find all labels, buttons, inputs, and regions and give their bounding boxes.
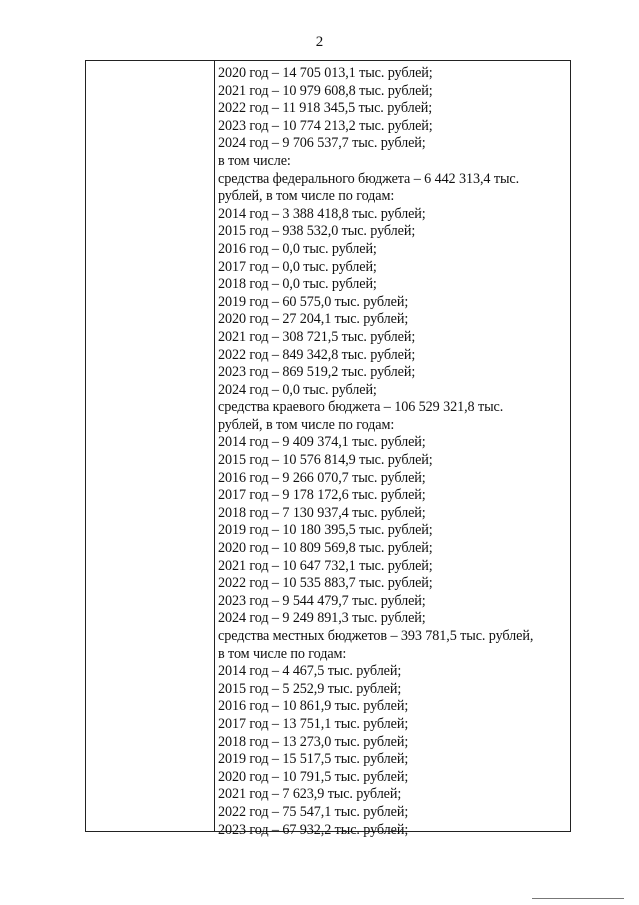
text-line: 2016 год – 10 861,9 тыс. рублей; — [218, 698, 409, 715]
text-line: 2024 год – 9 249 891,3 тыс. рублей; — [218, 610, 426, 627]
text-line: 2020 год – 27 204,1 тыс. рублей; — [218, 311, 409, 328]
text-line: рублей, в том числе по годам: — [218, 188, 395, 205]
text-line: 2021 год – 10 647 732,1 тыс. рублей; — [218, 557, 433, 574]
text-line: в том числе по годам: — [218, 645, 347, 662]
funding-lines — [218, 65, 568, 839]
text-line: средства федерального бюджета – 6 442 313,4 тыс. — [218, 170, 520, 187]
text-line: 2022 год – 10 535 883,7 тыс. рублей; — [218, 575, 433, 592]
text-line: 2015 год – 10 576 814,9 тыс. рублей; — [218, 452, 433, 469]
text-line: 2014 год – 3 388 418,8 тыс. рублей; — [218, 205, 426, 222]
page-number: 2 — [315, 34, 324, 50]
text-line: 2014 год – 4 467,5 тыс. рублей; — [218, 663, 402, 680]
document-table — [85, 60, 571, 838]
text-line: 2018 год – 13 273,0 тыс. рублей; — [218, 733, 409, 750]
text-line: 2016 год – 0,0 тыс. рублей; — [218, 240, 377, 257]
text-line: 2020 год – 10 791,5 тыс. рублей; — [218, 768, 409, 785]
text-line: 2023 год – 9 544 479,7 тыс. рублей; — [218, 592, 426, 609]
text-line: рублей, в том числе по годам: — [218, 416, 395, 433]
text-line: 2019 год – 60 575,0 тыс. рублей; — [218, 293, 409, 310]
text-line: 2020 год – 14 705 013,1 тыс. рублей; — [218, 65, 433, 81]
text-line: 2017 год – 0,0 тыс. рублей; — [218, 258, 377, 275]
text-line: 2024 год – 0,0 тыс. рублей; — [218, 381, 377, 398]
text-line: 2018 год – 0,0 тыс. рублей; — [218, 276, 377, 293]
text-line: 2023 год – 10 774 213,2 тыс. рублей; — [218, 117, 433, 134]
text-line: 2023 год – 67 932,2 тыс. рублей; — [218, 821, 409, 838]
text-line: 2017 год – 13 751,1 тыс. рублей; — [218, 715, 409, 732]
text-line: 2021 год – 308 721,5 тыс. рублей; — [218, 328, 416, 345]
text-line: 2021 год – 7 623,9 тыс. рублей; — [218, 786, 402, 803]
text-line: 2020 год – 10 809 569,8 тыс. рублей; — [218, 540, 433, 557]
text-line: 2022 год – 849 342,8 тыс. рублей; — [218, 346, 416, 363]
text-line: 2023 год – 869 519,2 тыс. рублей; — [218, 364, 416, 381]
text-line: 2019 год – 15 517,5 тыс. рублей; — [218, 751, 409, 768]
text-line: в том числе: — [218, 152, 291, 169]
text-line: 2017 год – 9 178 172,6 тыс. рублей; — [218, 487, 426, 504]
text-line: 2024 год – 9 706 537,7 тыс. рублей; — [218, 135, 426, 152]
text-line: 2021 год – 10 979 608,8 тыс. рублей; — [218, 82, 433, 99]
text-line: средства местных бюджетов – 393 781,5 тыс. рублей, — [218, 628, 534, 644]
text-line: 2015 год – 5 252,9 тыс. рублей; — [218, 680, 402, 697]
text-line: 2014 год – 9 409 374,1 тыс. рублей; — [218, 434, 426, 451]
column-divider — [214, 61, 215, 831]
text-line: 2022 год – 75 547,1 тыс. рублей; — [218, 803, 409, 820]
text-line: 2018 год – 7 130 937,4 тыс. рублей; — [218, 504, 426, 521]
text-line: 2016 год – 9 266 070,7 тыс. рублей; — [218, 469, 426, 486]
text-line: 2019 год – 10 180 395,5 тыс. рублей; — [218, 522, 433, 539]
scan-artifact-line — [532, 898, 624, 899]
text-line: 2015 год – 938 532,0 тыс. рублей; — [218, 223, 416, 240]
text-line: средства краевого бюджета – 106 529 321,8 тыс. — [218, 399, 504, 416]
text-line: 2022 год – 11 918 345,5 тыс. рублей; — [218, 100, 433, 117]
